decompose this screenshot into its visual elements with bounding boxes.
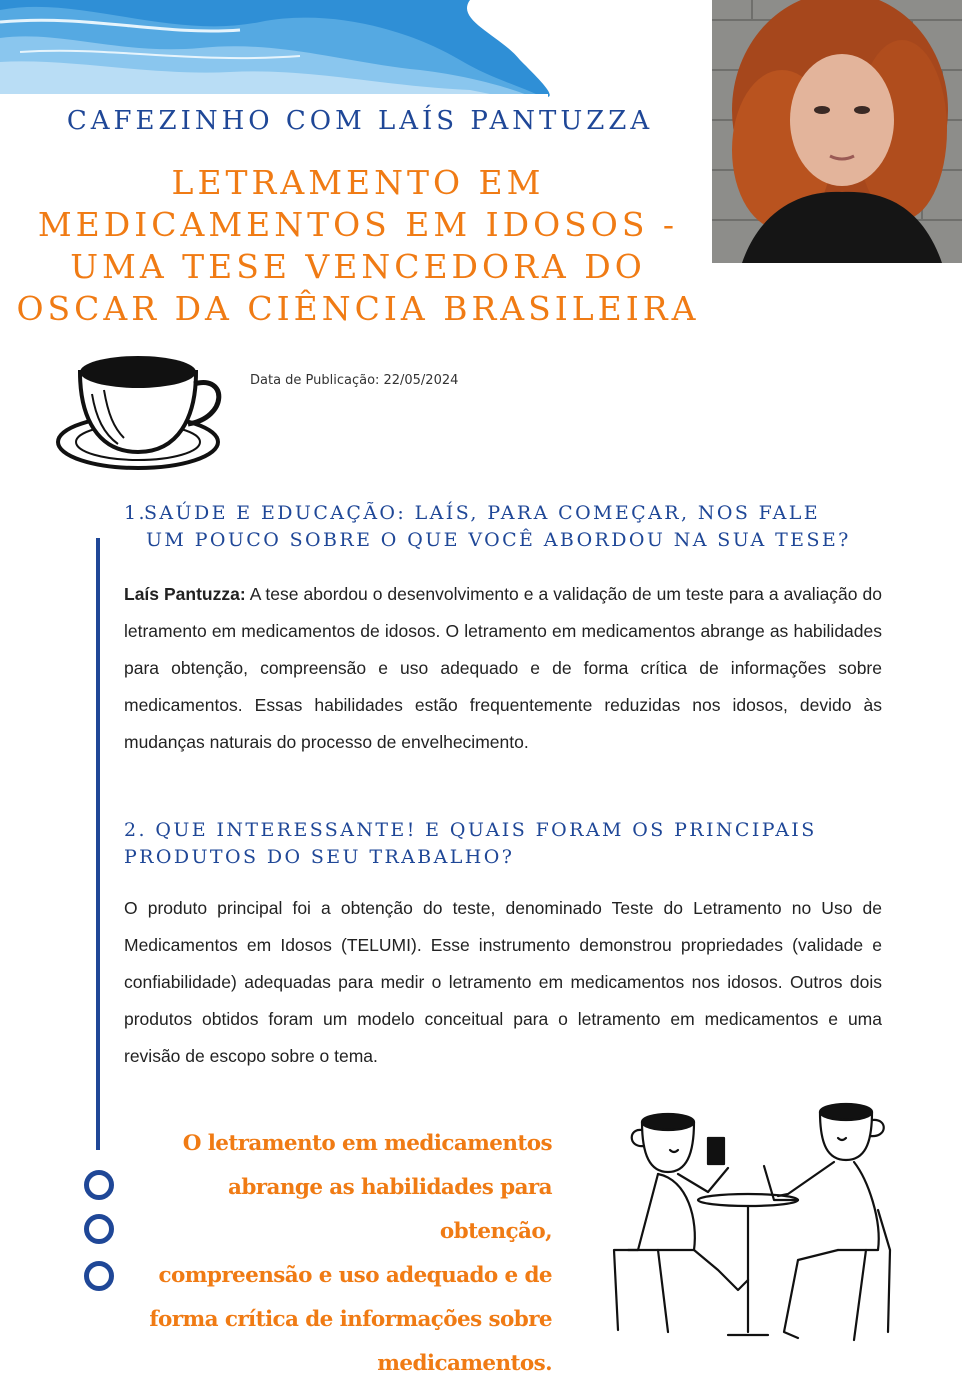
coffee-cup-icon [52,348,224,472]
article-title: LETRAMENTO EM MEDICAMENTOS EM IDOSOS - UMA TESE VENCEDORA DO OSCAR DA CIÊNCIA BRASILEIRA [16,163,700,328]
circle-bullet-icon [84,1214,114,1244]
publication-label: Data de Publicação: [250,373,380,388]
section-divider-line [96,538,100,1150]
answer-1 [124,576,882,761]
question-1-line2: UM POUCO SOBRE O QUE VOCÊ ABORDOU NA SUA TESE? [146,529,851,551]
answer-1-text: A tese abordou o desenvolvimento e a validação de um teste para a avaliação do letramento em medicamentos de idosos. O letramento em medicamentos abrange as habilidades para obtenção, compreensão e uso adequado e de forma crítica de informações sobre medicamentos. Essas habilidades estão frequentemente reduzidas nos idosos, devido às mudanças naturais do processo de envelhecimento. [124,584,882,752]
pull-quote-line-3: compreensão e uso adequado e de [158,1263,552,1288]
author-photo [712,0,962,263]
question-1-heading [124,500,894,554]
answer-2: O produto principal foi a obtenção do teste, denominado Teste do Letramento no Uso de Medicamentos em Idosos (TELUMI). Esse instrumento demonstrou propriedades (validade e confiabilidade) adequadas para medir o letramento em medicamentos nos idosos. Outros dois produtos obtidos foram um modelo conceitual para o letramento em medicamentos e uma revisão de escopo sobre o tema. [124,898,882,1066]
watercolor-banner [0,0,560,110]
pull-quote-line-2: abrange as habilidades para obtenção, [228,1175,552,1244]
pull-quote-line-4: forma crítica de informações sobre [149,1307,552,1332]
circle-bullet-icon [84,1261,114,1291]
question-1-line1: SAÚDE E EDUCAÇÃO: LAÍS, PARA COMEÇAR, NOS FALE [144,502,821,524]
column-kicker: CAFEZINHO COM LAÍS PANTUZZA [66,106,654,136]
publication-date-value: 22/05/2024 [383,373,459,388]
pull-quote [120,1122,552,1386]
cafe-illustration [598,1100,898,1350]
question-2-heading: 2. QUE INTERESSANTE! E QUAIS FORAM OS PRINCIPAIS PRODUTOS DO SEU TRABALHO? [124,819,817,868]
question-1-number: 1. [124,502,147,524]
pull-quote-line-5: medicamentos. [377,1351,552,1376]
circle-bullet-icon [84,1170,114,1200]
pull-quote-line-1: O letramento em medicamentos [182,1131,552,1156]
speaker-name: Laís Pantuzza: [124,584,246,604]
publication-date [250,373,458,388]
